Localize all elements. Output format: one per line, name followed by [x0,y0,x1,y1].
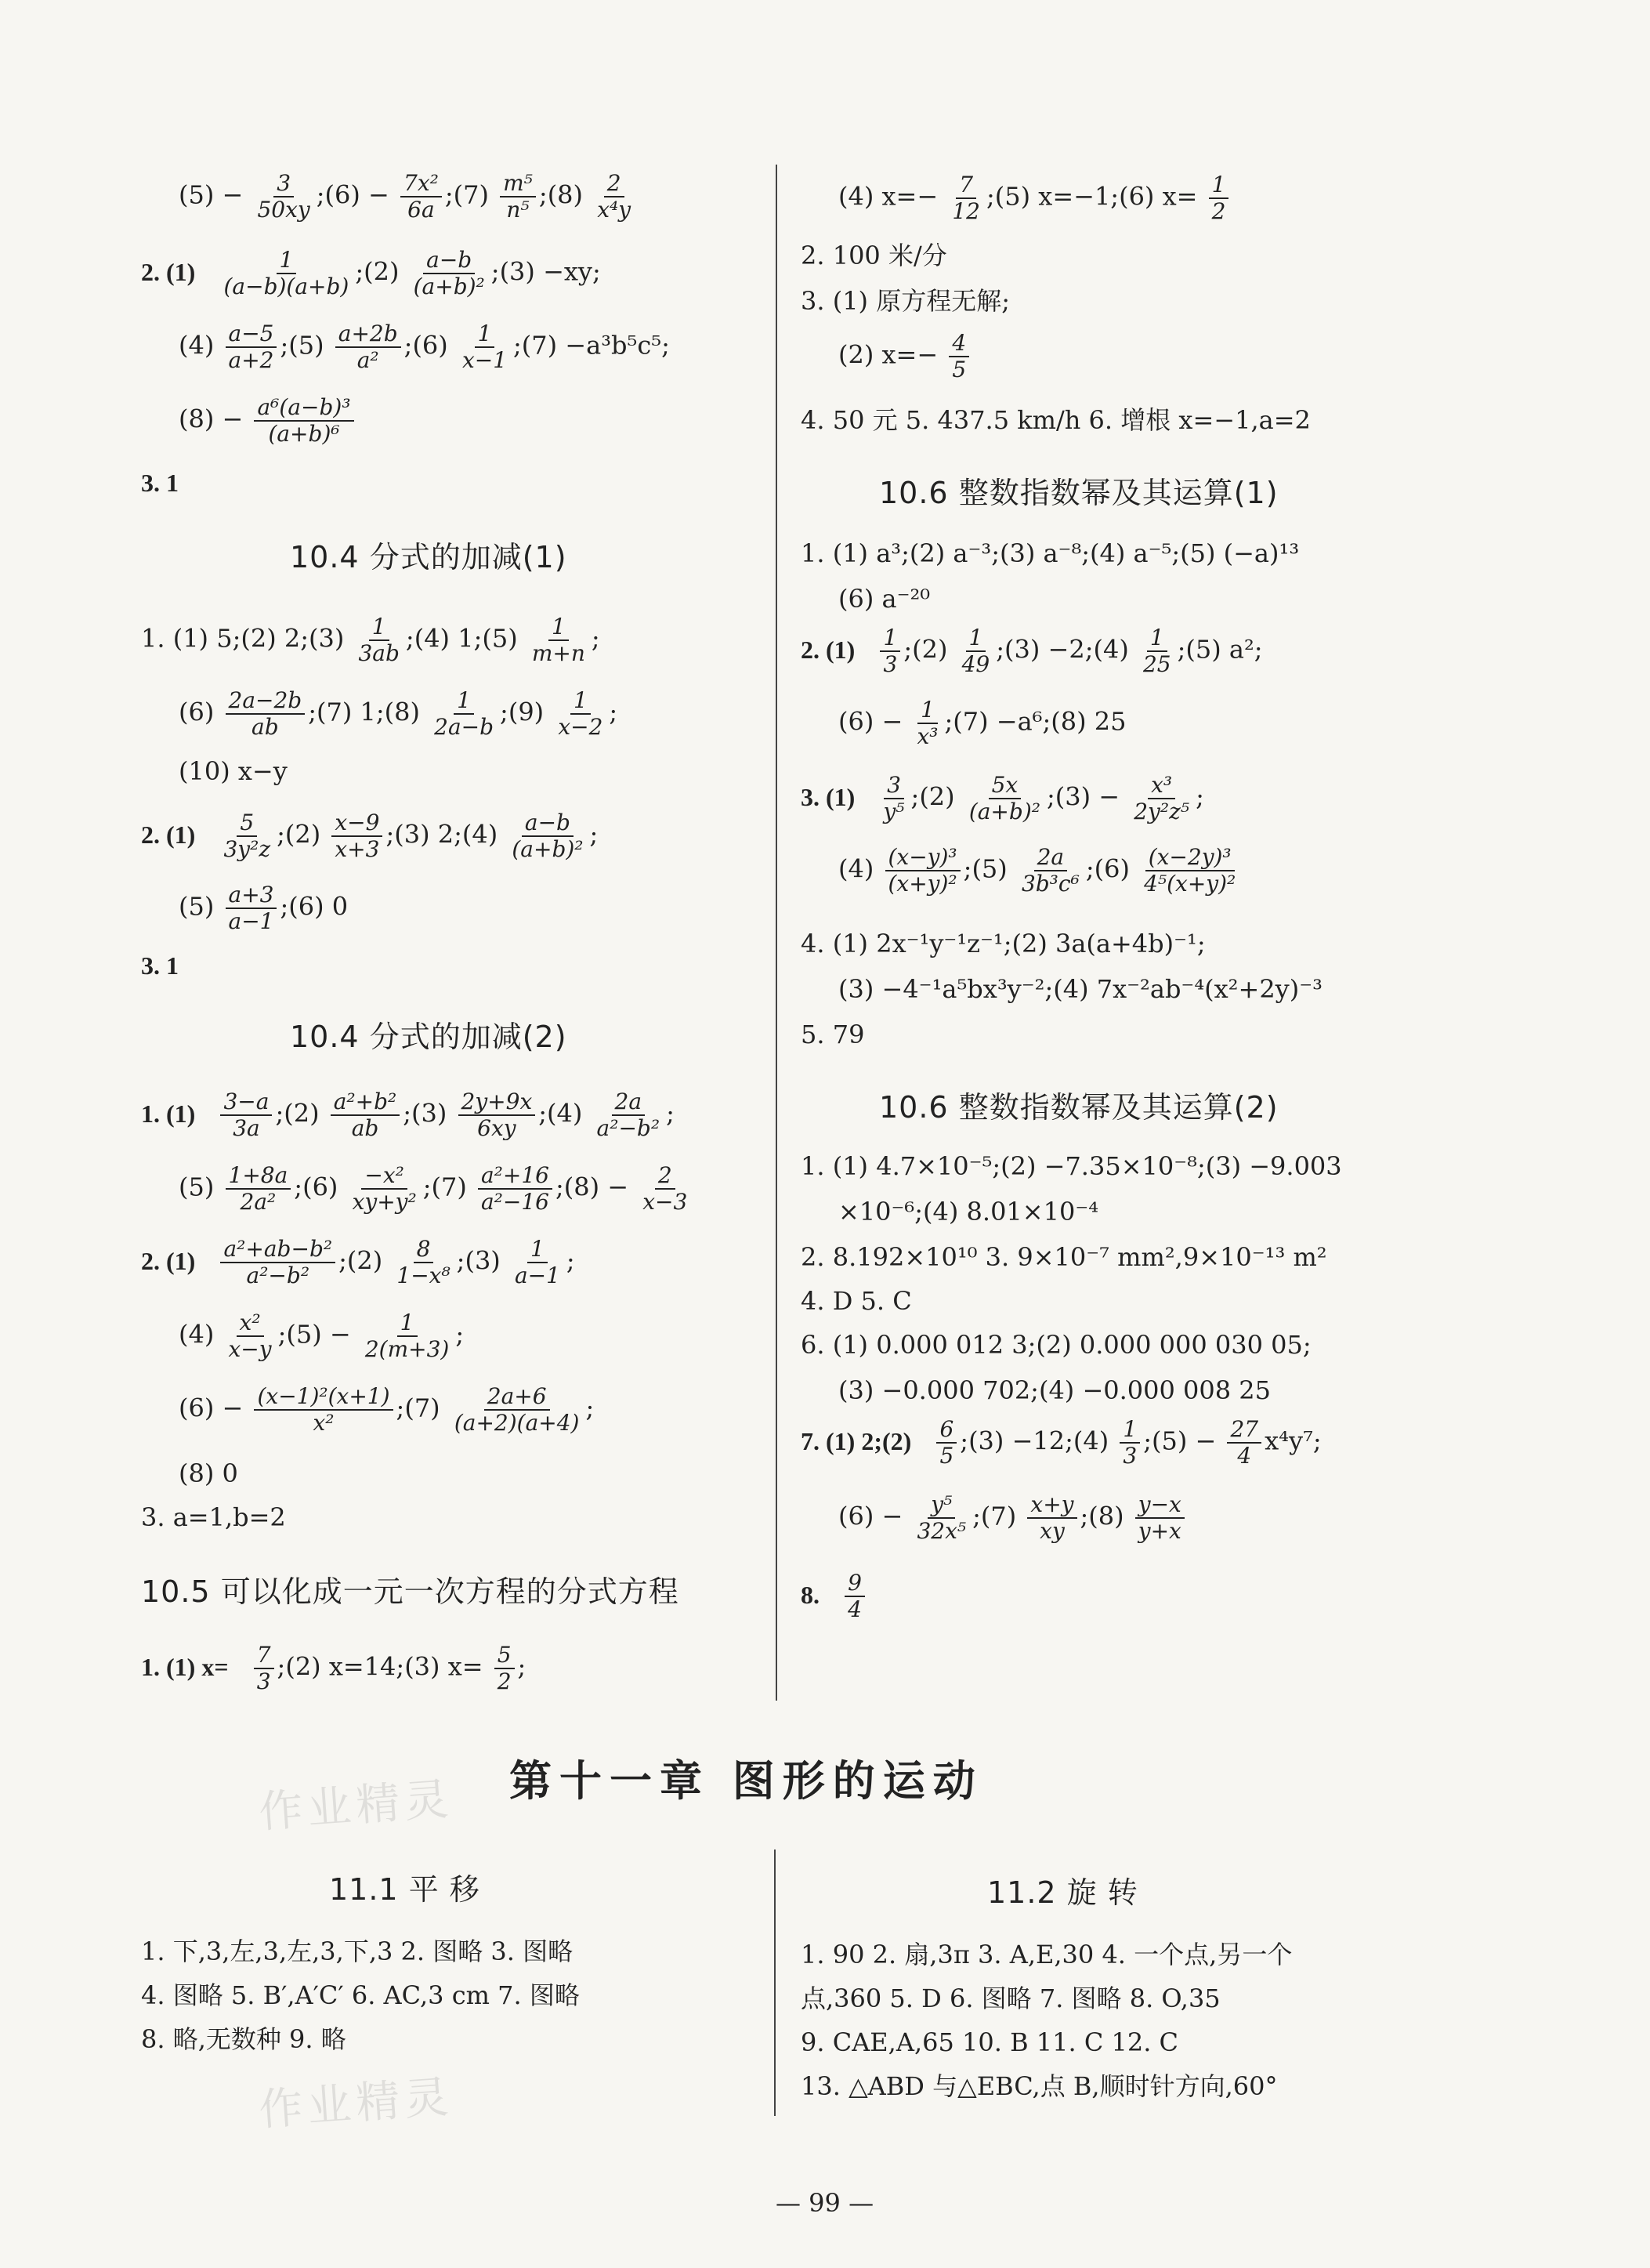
page-number: — 99 — [776,2188,874,2218]
answer-line: 3. 1 [141,469,179,497]
answer-line: 3. (1) 原方程无解; [801,286,1010,316]
answer-line: (6) $\frac{2a-2b}{ab}$ ;(7) 1;(8) $\frac{1}{2a-b}$ ;(9) $\frac{1}{x-2}$ ; [179,687,618,740]
section-heading: 10.4 分式的加减(2) [290,1020,567,1054]
answer-line: 1. (1) 5;(2) 2;(3) $\frac{1}{3ab}$ ;(4) 1;(5) $\frac{1}{m+n}$ ; [141,614,600,666]
answer-line: 2. (1) $\frac{5}{\text{3y²z}}$ ;(2) $\frac{x-9}{x+3}$ ;(3) 2;(4) $\frac{a-b}{\text{(a+b)²}}$ ; [141,810,599,862]
answer-line: 5. 79 [801,1020,865,1049]
answer-line: 1. 90 2. 扇,3π 3. A,E,30 4. 一个点,另一个 [801,1940,1293,1969]
answer-line: 4. 50 元 5. 437.5 km/h 6. 增根 x=−1,a=2 [801,405,1311,435]
column-divider-bottom [774,1850,776,2116]
answer-line: (5) $\frac{a+3}{a-1}$ ;(6) 0 [179,882,349,934]
chapter-title: 第十一章 图形的运动 [509,1756,983,1806]
answer-line: 点,360 5. D 6. 图略 7. 图略 8. O,35 [801,1984,1221,2013]
watermark: 作业精灵 [257,1773,455,1839]
answer-line: (5) $\frac{1+8a}{\text{2a²}}$ ;(6) $\frac{\text{−x²}}{\text{xy+y²}}$ ;(7) $\frac{\text{a²+16}}{\text{a²−16}}$ ;(8) − $\frac{2}{x-3}$ [179,1162,688,1215]
answer-line: 1. (1) $\frac{3-a}{3a}$ ;(2) $\frac{\text{a²+b²}}{ab}$ ;(3) $\frac{2y+9x}{6xy}$ ;(4) $\frac{2a}{\text{a²−b²}}$ ; [141,1089,675,1141]
answer-line: (4) $\frac{a-5}{a+2}$ ;(5) $\frac{a+2b}{\text{a²}}$ ;(6) $\frac{1}{x-1}$ ;(7) −a³b⁵c⁵; [179,321,670,373]
answer-line: 3. (1) $\frac{3}{\text{y⁵}}$ ;(2) $\frac{5x}{\text{(a+b)²}}$ ;(3) − $\frac{\text{x³}}{\text{2y²z⁵}}$ ; [801,772,1204,824]
section-heading: 11.2 旋 转 [987,1875,1138,1910]
answer-line: 1. (1) a³;(2) a⁻³;(3) a⁻⁸;(4) a⁻⁵;(5) (−a)¹³ [801,538,1300,568]
answer-line: 2. 100 米/分 [801,241,947,270]
answer-line: 4. 图略 5. B′,A′C′ 6. AC,3 cm 7. 图略 [141,1980,580,2010]
answer-line: 2. (1) $\frac{1}{3}$ ;(2) $\frac{1}{49}$ ;(3) −2;(4) $\frac{1}{25}$ ;(5) a²; [801,625,1263,677]
answer-line: (8) 0 [179,1458,238,1488]
answer-line: 8. 略,无数种 9. 略 [141,2024,346,2054]
answer-line: 2. (1) $\frac{\text{a²+ab−b²}}{\text{a²−b²}}$ ;(2) $\frac{8}{\text{1−x⁸}}$ ;(3) $\frac{1}{a-1}$ ; [141,1236,575,1288]
answer-line: (6) − $\frac{\text{y⁵}}{\text{32x⁵}}$ ;(7) $\frac{x+y}{xy}$ ;(8) $\frac{y-x}{y+x}$ [838,1494,1188,1542]
answer-line: (3) −0.000 702;(4) −0.000 008 25 [838,1375,1272,1405]
answer-line: (2) x=− $\frac{4}{5}$ [838,332,972,381]
section-heading: 11.1 平 移 [329,1872,480,1907]
answer-line: 4. (1) 2x⁻¹y⁻¹z⁻¹;(2) 3a(a+4b)⁻¹; [801,929,1206,958]
answer-line: 3. a=1,b=2 [141,1502,286,1532]
answer-line: ×10⁻⁶;(4) 8.01×10⁻⁴ [838,1197,1099,1226]
section-heading: 10.6 整数指数幂及其运算(2) [879,1090,1279,1125]
watermark: 作业精灵 [257,2071,455,2136]
section-heading: 10.5 可以化成一元一次方程的分式方程 [141,1574,679,1609]
answer-line: 1. 下,3,左,3,左,3,下,3 2. 图略 3. 图略 [141,1936,574,1966]
answer-line: (5) − $\frac{3}{50xy}$ ;(6) − $\frac{\text{7x²}}{6a}$ ;(7) $\frac{\text{m⁵}}{\text{n⁵}}$ ;(8) $\frac{2}{\text{x⁴y}}$ [179,170,631,223]
answer-line: (4) $\frac{\text{x²}}{x-y}$ ;(5) − $\frac{1}{2(m+3)}$ ; [179,1310,465,1362]
answer-line: (8) − $\frac{\text{a⁶(a−b)³}}{\text{(a+b)⁶}}$ [179,397,357,445]
answer-line: 3. 1 [141,951,179,980]
answer-line: (4) $\frac{\text{(x−y)³}}{\text{(x+y)²}}$ ;(5) $\frac{2a}{\text{3b³c⁶}}$ ;(6) $\frac{\text{(x−2y)³}}{\text{4⁵(x+y)²}}$ [838,844,1236,897]
answer-line: (10) x−y [179,756,288,786]
answer-line: 2. 8.192×10¹⁰ 3. 9×10⁻⁷ mm²,9×10⁻¹³ m² [801,1242,1327,1272]
answer-line: 4. D 5. C [801,1286,912,1316]
answer-line: (3) −4⁻¹a⁵bx³y⁻²;(4) 7x⁻²ab⁻⁴(x²+2y)⁻³ [838,974,1323,1004]
answer-line: 7. (1) 2;(2) $\frac{6}{5}$ ;(3) −12;(4) $\frac{1}{3}$ ;(5) − $\frac{27}{4}$ x⁴y⁷; [801,1416,1322,1469]
section-heading: 10.6 整数指数幂及其运算(1) [879,476,1279,510]
answer-line: (4) x=− $\frac{7}{12}$ ;(5) x=−1;(6) x= $\frac{1}{2}$ [838,174,1232,223]
section-heading: 10.4 分式的加减(1) [290,540,567,574]
column-divider [776,165,777,1701]
answer-line: 2. (1) $\frac{1}{(a-b)(a+b)}$ ;(2) $\frac{a-b}{\text{(a+b)²}}$ ;(3) −xy; [141,247,601,299]
answer-line: (6) − $\frac{\text{(x−1)²(x+1)}}{\text{x²}}$ ;(7) $\frac{2a+6}{(a+2)(a+4)}$ ; [179,1383,595,1436]
answer-line: 9. CAE,A,65 10. B 11. C 12. C [801,2027,1179,2057]
answer-line: (6) − $\frac{1}{\text{x³}}$ ;(7) −a⁶;(8) 25 [838,697,1127,749]
answer-line: 1. (1) x= $\frac{7}{3}$ ;(2) x=14;(3) x= $\frac{5}{2}$ ; [141,1642,526,1694]
answer-line: 8. $\frac{9}{4}$ [801,1572,868,1621]
answer-line: (6) a⁻²⁰ [838,584,931,614]
answer-line: 6. (1) 0.000 012 3;(2) 0.000 000 030 05; [801,1330,1312,1360]
answer-line: 1. (1) 4.7×10⁻⁵;(2) −7.35×10⁻⁸;(3) −9.003 [801,1151,1342,1181]
answer-line: 13. △ABD 与△EBC,点 B,顺时针方向,60° [801,2071,1278,2101]
